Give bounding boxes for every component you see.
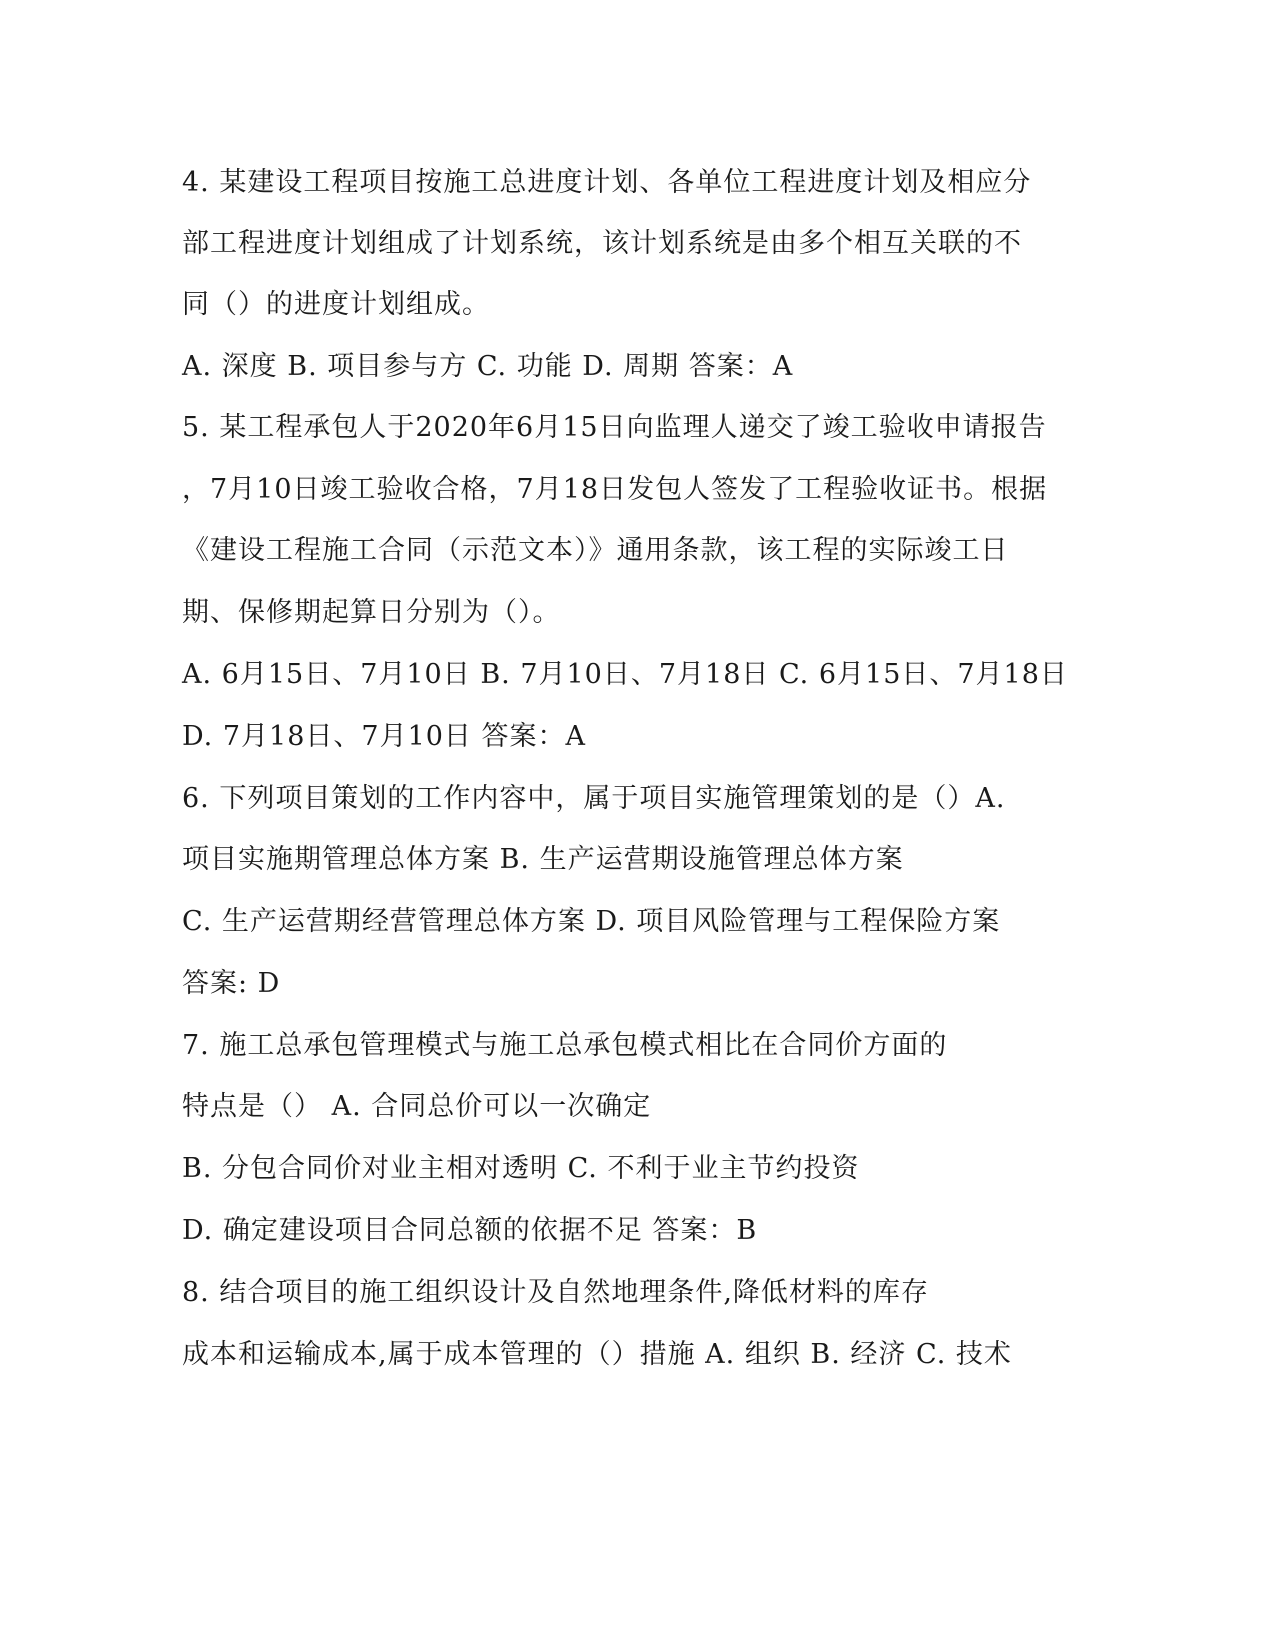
text-line: 6. 下列项目策划的工作内容中，属于项目实施管理策划的是（）A. xyxy=(182,783,1006,814)
text-line: 《建设工程施工合同（示范文本）》通用条款，该工程的实际竣工日 xyxy=(182,535,1009,566)
text-line: 特点是（） A. 合同总价可以一次确定 xyxy=(182,1091,652,1122)
text-line: D. 确定建设项目合同总额的依据不足 答案：B xyxy=(182,1215,758,1246)
text-line: 部工程进度计划组成了计划系统，该计划系统是由多个相互关联的不 xyxy=(182,228,1022,259)
text-line: A. 深度 B. 项目参与方 C. 功能 D. 周期 答案：A xyxy=(182,351,794,382)
text-line: B. 分包合同价对业主相对透明 C. 不利于业主节约投资 xyxy=(182,1153,860,1184)
text-line: C. 生产运营期经营管理总体方案 D. 项目风险管理与工程保险方案 xyxy=(182,906,1001,937)
text-line: A. 6月15日、7月10日 B. 7月10日、7月18日 C. 6月15日、7月18日 xyxy=(182,659,1068,690)
text-line: D. 7月18日、7月10日 答案：A xyxy=(182,721,587,752)
text-line: 项目实施期管理总体方案 B. 生产运营期设施管理总体方案 xyxy=(182,844,904,875)
text-line: 期、保修期起算日分别为（）。 xyxy=(182,597,561,628)
text-line: ，7月10日竣工验收合格，7月18日发包人签发了工程验收证书。根据 xyxy=(182,474,1048,505)
text-line: 8. 结合项目的施工组织设计及自然地理条件,降低材料的库存 xyxy=(182,1277,929,1308)
text-line: 成本和运输成本,属于成本管理的（）措施 A. 组织 B. 经济 C. 技术 xyxy=(182,1339,1012,1370)
text-line: 7. 施工总承包管理模式与施工总承包模式相比在合同价方面的 xyxy=(182,1030,948,1061)
text-line: 答案: D xyxy=(182,968,281,999)
text-line: 同（）的进度计划组成。 xyxy=(182,289,490,320)
text-line: 5. 某工程承包人于2020年6月15日向监理人递交了竣工验收申请报告 xyxy=(182,412,1047,443)
text-line: 4. 某建设工程项目按施工总进度计划、各单位工程进度计划及相应分 xyxy=(182,167,1032,198)
